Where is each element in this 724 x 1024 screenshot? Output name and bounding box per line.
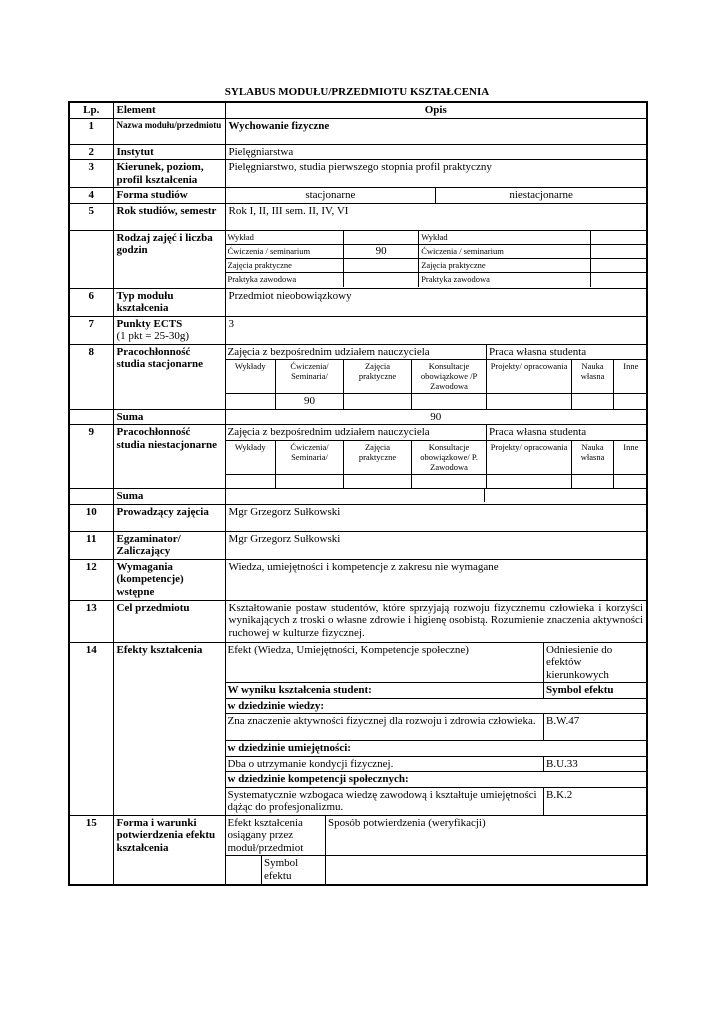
header-opis: Opis (225, 102, 647, 118)
row-14-lp: 14 (69, 642, 113, 815)
effects-k1: Systematycznie wzbogaca wiedzę zawodową i kształtuje umiejętności dążąc do profesjonalizmu. (226, 787, 544, 815)
row-3-lp: 3 (69, 160, 113, 188)
effects-w1: Zna znaczenie aktywności fizycznej dla rozwoju i zdrowia człowieka. (226, 714, 544, 741)
workload-stac-own: Praca własna studenta (487, 345, 648, 360)
effects-wiedza: w dziedzinie wiedzy: (226, 698, 648, 714)
workload-niestac-col-4: Projekty/ opracowania (487, 440, 572, 474)
workload-stac-col-1: Ćwiczenia/ Seminaria/ (276, 360, 344, 394)
workload-niestac-col-5: Nauka własna (572, 440, 614, 474)
row-12-value: Wiedza, umiejętności i kompetencje z zakresu nie wymagane (225, 559, 647, 600)
hours-stac-label-2: Zajęcia praktyczne (226, 259, 344, 273)
row-13-lp: 13 (69, 600, 113, 642)
form-non-stationary: niestacjonarne (509, 189, 573, 201)
row-6-element: Typ modułu kształcenia (113, 288, 225, 316)
syllabus-table (68, 101, 648, 886)
workload-niestac-col-2: Zajęcia praktyczne (344, 440, 412, 474)
workload-niestac-col-0: Wykłady (226, 440, 276, 474)
row-1-value: Wychowanie fizyczne (225, 118, 647, 144)
hours-niestac-label-1: Ćwiczenia / seminarium (419, 245, 591, 259)
workload-niestac-col-3: Konsultacje obowiązkowe/ P. Zawodowa (412, 440, 487, 474)
row-6-value: Przedmiot nieobowiązkowy (225, 288, 647, 316)
hours-niestac-value-2 (591, 259, 646, 273)
effects-umiej: w dziedzinie umiejętności: (226, 741, 648, 757)
document-title: SYLABUS MODUŁU/PRZEDMIOTU KSZTAŁCENIA (224, 86, 490, 98)
workload-niestac-direct: Zajęcia z bezpośrednim udziałem nauczyciela (226, 425, 487, 440)
row-4-element: Forma studiów (113, 188, 225, 204)
workload-stac-col-3: Konsultacje obowiązkowe /P Zawodowa (412, 360, 487, 394)
row-9-suma-label: Suma (113, 489, 225, 505)
row-7-element: Punkty ECTS (116, 317, 183, 330)
row-15-element: Forma i warunki potwierdzenia efektu kształcenia (113, 815, 225, 885)
row-5-lp: 5 (69, 203, 113, 230)
row-11-value: Mgr Grzegorz Sułkowski (225, 531, 647, 559)
row-1-element: Nazwa modułu/przedmiotu (113, 118, 225, 144)
form-stationary: stacjonarne (226, 188, 436, 203)
effects-w1-symbol: B.W.47 (544, 714, 648, 741)
hours-table (226, 231, 647, 287)
workload-stac-val-5 (572, 394, 614, 409)
hours-niestac-label-2: Zajęcia praktyczne (419, 259, 591, 273)
hours-stac-value-0 (344, 231, 419, 245)
row-8-element: Pracochłonność studia stacjonarne (113, 344, 225, 409)
workload-stac-val-4 (487, 394, 572, 409)
row-6-lp: 6 (69, 288, 113, 316)
row-11-lp: 11 (69, 531, 113, 559)
header-lp: Lp. (69, 102, 113, 118)
workload-stac-direct: Zajęcia z bezpośrednim udziałem nauczyciela (226, 345, 487, 360)
workload-stac-col-4: Projekty/ opracowania (487, 360, 572, 394)
workload-niestac-table (226, 425, 648, 488)
verification-table (226, 816, 648, 884)
hours-niestac-value-1 (591, 245, 646, 259)
row-2-element: Instytut (113, 144, 225, 160)
row-13-element: Cel przedmiotu (113, 600, 225, 642)
workload-stac-val-1: 90 (276, 394, 344, 409)
header-element: Element (113, 102, 225, 118)
effects-k1-symbol: B.K.2 (544, 787, 648, 815)
effects-symbol: Symbol efektu (544, 683, 648, 699)
row-8-lp: 8 (69, 344, 113, 409)
effects-u1: Dba o utrzymanie kondycji fizycznej. (226, 756, 544, 772)
hours-stac-value-2 (344, 259, 419, 273)
verification-symbol-head: Symbol efektu (262, 856, 326, 884)
effects-head: Efekt (Wiedza, Umiejętności, Kompetencje społeczne) (226, 643, 544, 683)
effects-result: W wyniku kształcenia student: (226, 683, 544, 699)
row-7-value: 3 (225, 316, 647, 344)
effects-u1-symbol: B.U.33 (544, 756, 648, 772)
row-13-value: Kształtowanie postaw studentów, które sprzyjają rozwoju fizycznemu człowieka i korzyści wynikających z troski o własne zdrowie i higienę osobistą. Rozumienie znaczenia aktywności ruchowej w kulturze fizycznej. (225, 600, 647, 642)
hours-stac-label-0: Wykład (226, 231, 344, 245)
row-1-lp: 1 (69, 118, 113, 144)
row-3-value: Pielęgniarstwo, studia pierwszego stopnia profil praktyczny (225, 160, 647, 188)
row-4-lp: 4 (69, 188, 113, 204)
row-10-element: Prowadzący zajęcia (113, 504, 225, 531)
workload-stac-val-2 (344, 394, 412, 409)
row-5b-element: Rodzaj zajęć i liczba godzin (113, 230, 225, 288)
row-9-lp: 9 (69, 425, 113, 489)
row-15-lp: 15 (69, 815, 113, 885)
row-8-suma: 90 (225, 409, 647, 425)
workload-stac-table (226, 345, 648, 409)
effects-ref: Odniesienie do efektów kierunkowych (544, 643, 648, 683)
row-5-value: Rok I, II, III sem. II, IV, VI (225, 203, 647, 230)
hours-stac-label-1: Ćwiczenia / seminarium (226, 245, 344, 259)
verification-method-head: Sposób potwierdzenia (weryfikacji) (326, 816, 648, 856)
effects-komp: w dziedzinie kompetencji społecznych: (226, 772, 648, 788)
row-2-value: Pielęgniarstwa (225, 144, 647, 160)
workload-stac-col-5: Nauka własna (572, 360, 614, 394)
row-14-element: Efekty kształcenia (113, 642, 225, 815)
workload-stac-col-2: Zajęcia praktyczne (344, 360, 412, 394)
workload-niestac-col-1: Ćwiczenia/ Seminaria/ (276, 440, 344, 474)
workload-stac-val-3 (412, 394, 487, 409)
row-7-element-note: (1 pkt = 25-30g) (116, 330, 189, 342)
hours-niestac-value-3 (591, 273, 646, 287)
verification-effect-head: Efekt kształcenia osiągany przez moduł/przedmiot (226, 816, 326, 856)
row-12-lp: 12 (69, 559, 113, 600)
hours-niestac-label-0: Wykład (419, 231, 591, 245)
workload-stac-val-0 (226, 394, 276, 409)
workload-stac-col-6: Inne (614, 360, 648, 394)
row-10-lp: 10 (69, 504, 113, 531)
hours-stac-label-3: Praktyka zawodowa (226, 273, 344, 287)
effects-table (226, 643, 648, 815)
row-2-lp: 2 (69, 144, 113, 160)
workload-niestac-col-6: Inne (614, 440, 648, 474)
workload-stac-val-6 (614, 394, 648, 409)
hours-niestac-label-3: Praktyka zawodowa (419, 273, 591, 287)
row-5-element: Rok studiów, semestr (113, 203, 225, 230)
row-7-lp: 7 (69, 316, 113, 344)
workload-stac-col-0: Wykłady (226, 360, 276, 394)
row-3-element: Kierunek, poziom, profil kształcenia (113, 160, 225, 188)
hours-stac-value-1: 90 (344, 245, 419, 259)
workload-niestac-own: Praca własna studenta (487, 425, 648, 440)
row-9-element: Pracochłonność studia niestacjonarne (113, 425, 225, 489)
row-12-element: Wymagania (kompetencje) wstępne (113, 559, 225, 600)
row-10-value: Mgr Grzegorz Sułkowski (225, 504, 647, 531)
row-8-suma-label: Suma (113, 409, 225, 425)
hours-stac-value-3 (344, 273, 419, 287)
row-11-element: Egzaminator/ Zaliczający (113, 531, 225, 559)
hours-niestac-value-0 (591, 231, 646, 245)
